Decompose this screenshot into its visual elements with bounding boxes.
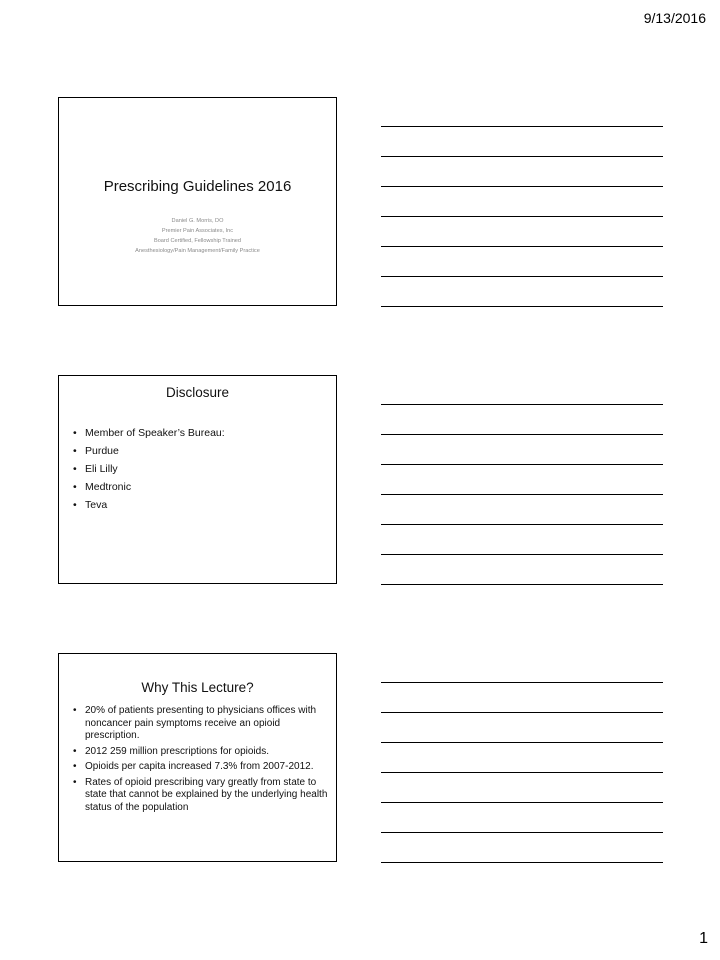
bullet-item: • 2012 259 million prescriptions for opioids. <box>73 746 331 759</box>
slide-subtitle <box>59 216 336 256</box>
note-line <box>381 434 663 435</box>
slide-title: Prescribing Guidelines 2016 <box>103 178 292 195</box>
note-line <box>381 126 663 127</box>
slide-thumbnail-2 <box>58 375 337 584</box>
note-line <box>381 832 663 833</box>
subtitle-line: Daniel G. Morris, DO <box>171 218 224 224</box>
subtitle-line: Premier Pain Associates, Inc <box>161 228 234 234</box>
page-number: 1 <box>699 930 708 947</box>
bullet-item: • Teva <box>73 499 323 512</box>
note-line <box>381 554 663 555</box>
subtitle-line: Board Certified, Fellowship Trained <box>153 238 242 244</box>
slide-title: Disclosure <box>165 385 230 400</box>
bullet-item: • Rates of opioid prescribing vary greatly from state to state that cannot be explained by the underlying health status of the population <box>73 777 331 815</box>
slide-thumbnail-3 <box>58 653 337 862</box>
note-line <box>381 494 663 495</box>
bullet-item: • 20% of patients presenting to physicians offices with noncancer pain symptoms receive an opioid prescription. <box>73 705 331 743</box>
page-date: 9/13/2016 <box>643 10 706 26</box>
note-line <box>381 246 663 247</box>
note-line <box>381 802 663 803</box>
bullet-item: • Purdue <box>73 445 323 458</box>
bullet-list <box>73 427 323 517</box>
note-line <box>381 216 663 217</box>
bullet-item: • Member of Speaker’s Bureau: <box>73 427 323 440</box>
note-line <box>381 464 663 465</box>
note-line <box>381 772 663 773</box>
note-line <box>381 404 663 405</box>
slide-thumbnail-1 <box>58 97 337 306</box>
bullet-item: • Eli Lilly <box>73 463 323 476</box>
bullet-item: • Medtronic <box>73 481 323 494</box>
slide-title: Why This Lecture? <box>141 680 254 695</box>
note-line <box>381 156 663 157</box>
note-line <box>381 682 663 683</box>
note-line <box>381 742 663 743</box>
note-line <box>381 584 663 585</box>
bullet-item: • Opioids per capita increased 7.3% from 2007-2012. <box>73 761 331 774</box>
note-line <box>381 712 663 713</box>
note-line <box>381 306 663 307</box>
note-line <box>381 524 663 525</box>
note-line <box>381 862 663 863</box>
subtitle-line: Anesthesiology/Pain Management/Family Practice <box>135 248 260 254</box>
note-line <box>381 276 663 277</box>
note-line <box>381 186 663 187</box>
bullet-list <box>73 705 331 817</box>
